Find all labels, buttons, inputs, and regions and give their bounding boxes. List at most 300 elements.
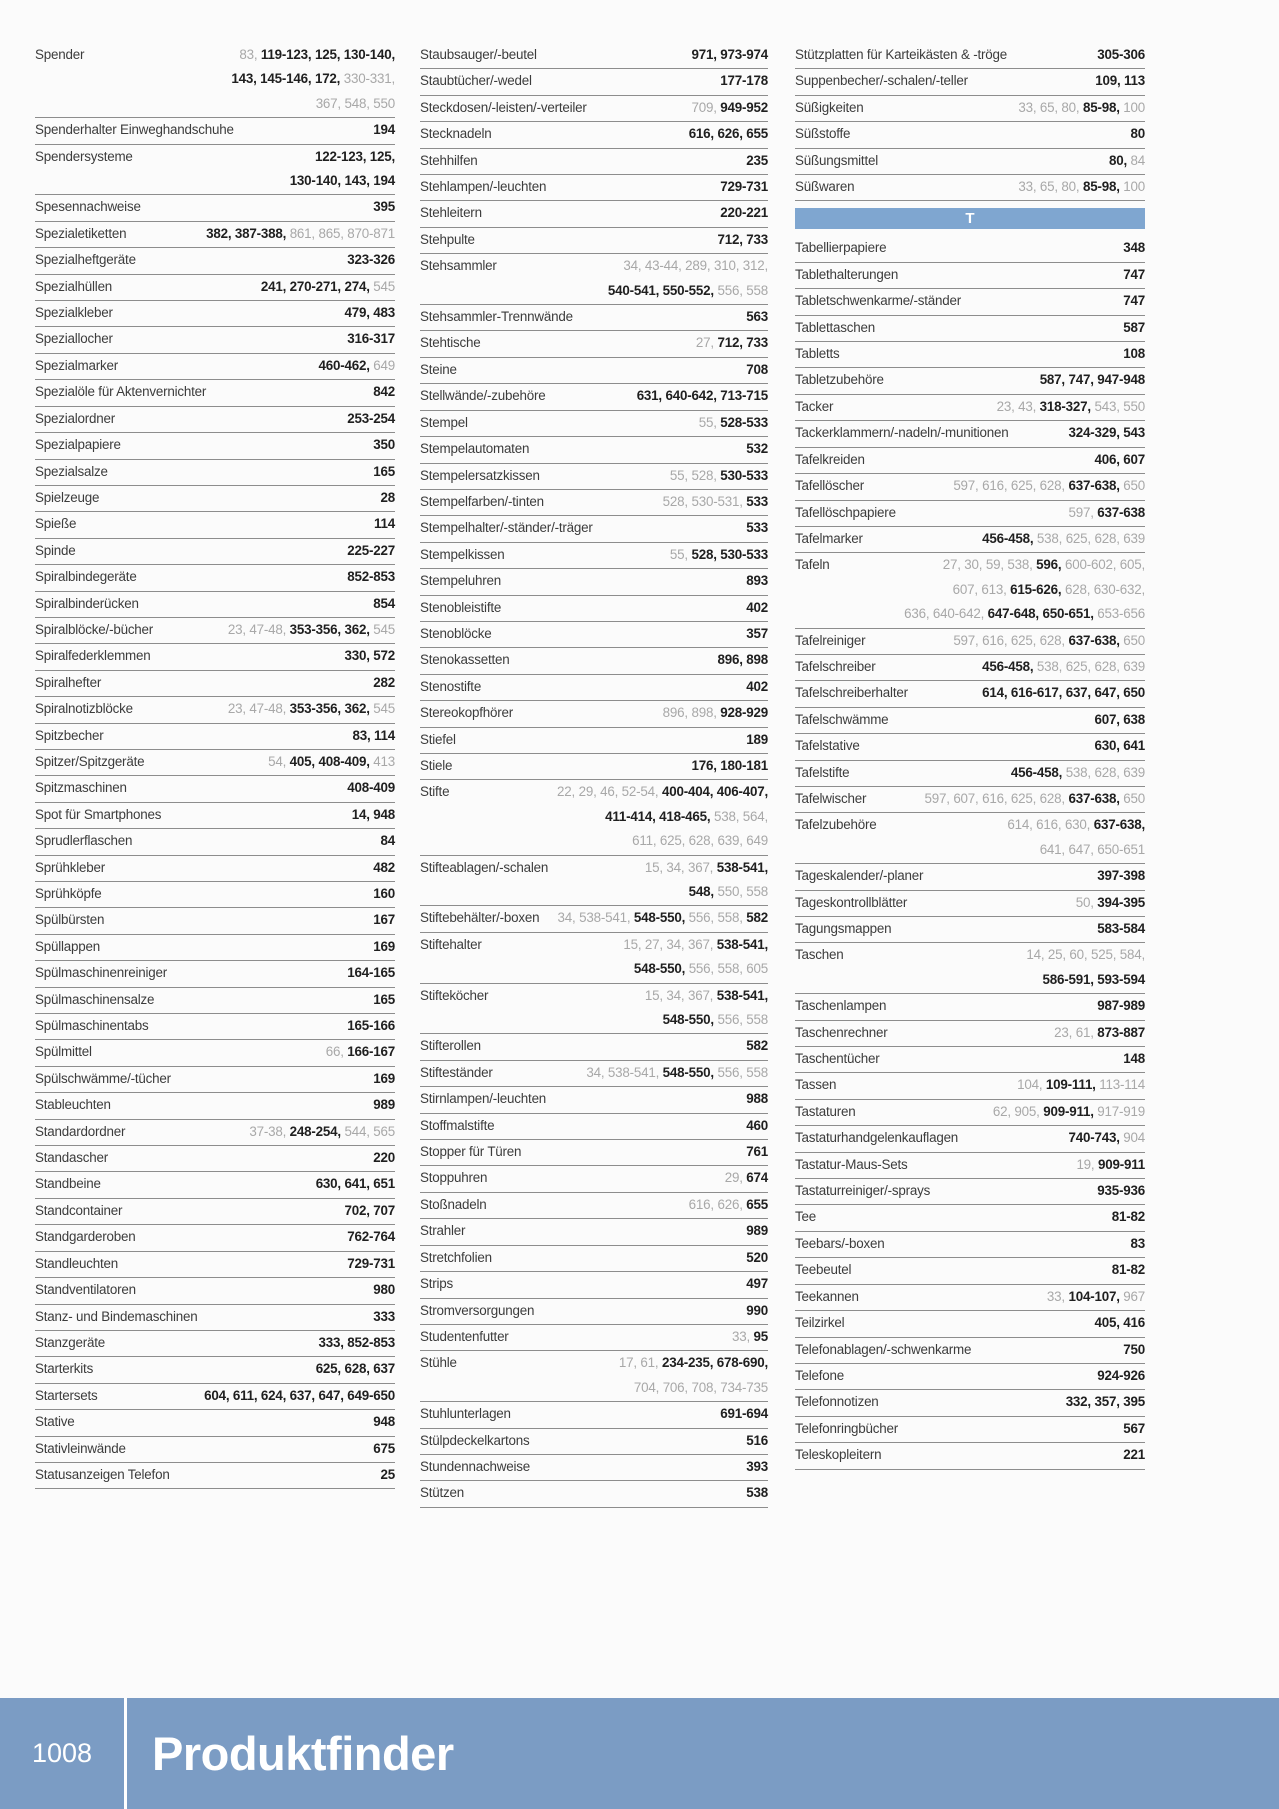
index-entry xyxy=(795,917,1145,943)
index-entry xyxy=(35,539,395,565)
entry-pages: 25 xyxy=(380,1466,395,1482)
entry-label: Taschenlampen xyxy=(795,998,887,1014)
entry-pages: 165-166 xyxy=(347,1018,395,1034)
index-entry xyxy=(795,1364,1145,1390)
index-entry xyxy=(795,1073,1145,1099)
entry-label: Spülmittel xyxy=(35,1044,92,1060)
entry-pages: 614, 616, 630, 637-638, 641, 647, 650-651 xyxy=(1007,817,1145,857)
entry-pages: 630, 641, 651 xyxy=(315,1176,395,1192)
entry-label: Tagungsmappen xyxy=(795,921,892,936)
index-entry xyxy=(795,734,1145,760)
index-entry xyxy=(795,1021,1145,1047)
index-entry xyxy=(420,1193,768,1219)
entry-label: Spiralbinderücken xyxy=(35,595,139,611)
entry-pages: 479, 483 xyxy=(344,305,395,321)
entry-pages: 987-989 xyxy=(1097,998,1145,1014)
section-header-T: T xyxy=(795,208,1145,229)
entry-label: Spieße xyxy=(35,516,77,532)
index-entry xyxy=(795,175,1145,201)
index-entry xyxy=(420,1272,768,1298)
entry-label: Spot für Smartphones xyxy=(35,806,162,822)
entry-pages: 282 xyxy=(373,674,395,690)
entry-pages: 563 xyxy=(746,309,768,325)
entry-pages: 988 xyxy=(746,1091,768,1107)
entry-label: Stifteständer xyxy=(420,1064,493,1080)
entry-label: Stiele xyxy=(420,757,453,773)
index-entry xyxy=(35,486,395,512)
entry-pages: 631, 640-642, 713-715 xyxy=(636,388,768,404)
entry-pages: 702, 707 xyxy=(344,1202,395,1218)
index-entry xyxy=(795,1126,1145,1152)
index-entry xyxy=(35,1252,395,1278)
entry-label: Standardordner xyxy=(35,1123,126,1139)
entry-label: Stromversorgungen xyxy=(420,1302,535,1318)
entry-label: Spendersysteme xyxy=(35,148,133,164)
entry-label: Spitzer/Spitzgeräte xyxy=(35,753,145,769)
entry-label: Stanz- und Bindemaschinen xyxy=(35,1308,198,1324)
index-entry xyxy=(35,1278,395,1304)
entry-pages: 66, 166-167 xyxy=(325,1044,395,1060)
entry-pages: 83, 119-123, 125, 130-140, 143, 145-146, 172, 330-331, 367, 548, 550 xyxy=(231,47,395,111)
index-entry xyxy=(35,618,395,644)
index-entry xyxy=(795,316,1145,342)
entry-label: Staubtücher/-wedel xyxy=(420,73,532,89)
index-entry xyxy=(795,474,1145,500)
index-entry xyxy=(35,988,395,1014)
entry-label: Spezialkleber xyxy=(35,305,113,321)
index-entry xyxy=(795,864,1145,890)
index-entry xyxy=(420,358,768,384)
index-entry xyxy=(420,1114,768,1140)
index-entry xyxy=(795,342,1145,368)
entry-label: Stifte xyxy=(420,784,450,800)
entry-pages: 81-82 xyxy=(1111,1262,1145,1278)
entry-pages: 305-306 xyxy=(1097,47,1145,62)
entry-pages: 80 xyxy=(1130,126,1145,142)
index-entry xyxy=(35,1463,395,1489)
index-entry xyxy=(795,943,1145,994)
entry-label: Süßigkeiten xyxy=(795,99,864,115)
entry-pages: 114 xyxy=(373,516,395,532)
index-entry xyxy=(795,1205,1145,1231)
index-entry xyxy=(420,305,768,331)
index-entry xyxy=(795,1179,1145,1205)
index-entry xyxy=(420,1299,768,1325)
index-entry xyxy=(420,1402,768,1428)
entry-label: Standgarderoben xyxy=(35,1229,136,1245)
entry-pages: 323-326 xyxy=(347,252,395,268)
entry-pages: 177-178 xyxy=(720,73,768,89)
index-entry xyxy=(35,407,395,433)
entry-label: Stoffmalstifte xyxy=(420,1117,495,1133)
entry-pages: 762-764 xyxy=(347,1229,395,1245)
index-entry xyxy=(795,787,1145,813)
index-entry xyxy=(420,1429,768,1455)
entry-pages: 33, 95 xyxy=(731,1328,768,1344)
entry-pages: 761 xyxy=(746,1144,768,1160)
index-entry xyxy=(35,803,395,829)
index-entry xyxy=(35,327,395,353)
entry-pages: 750 xyxy=(1123,1341,1145,1357)
entry-pages: 456-458, 538, 628, 639 xyxy=(1010,764,1145,780)
entry-pages: 23, 61, 873-887 xyxy=(1054,1024,1145,1040)
entry-label: Tafellöschpapiere xyxy=(795,504,896,520)
entry-pages: 220-221 xyxy=(720,205,768,221)
entry-label: Stifteablagen/-schalen xyxy=(420,859,549,875)
entry-pages: 169 xyxy=(373,938,395,954)
index-entry xyxy=(795,813,1145,864)
index-entry xyxy=(420,228,768,254)
entry-pages: 893 xyxy=(746,573,768,589)
index-entry xyxy=(35,275,395,301)
entry-label: Stiftebehälter/-boxen xyxy=(420,910,540,926)
entry-pages: 691-694 xyxy=(720,1406,768,1422)
entry-label: Stundennachweise xyxy=(420,1458,530,1474)
entry-label: Sprühköpfe xyxy=(35,886,102,901)
index-entry xyxy=(795,421,1145,447)
entry-pages: 616, 626, 655 xyxy=(688,1196,768,1212)
entry-pages: 989 xyxy=(746,1223,768,1239)
entry-pages: 160 xyxy=(373,886,395,901)
index-entry xyxy=(420,1246,768,1272)
index-entry xyxy=(795,69,1145,95)
entry-pages: 29, 674 xyxy=(724,1170,768,1186)
entry-label: Spezialmarker xyxy=(35,357,118,373)
entry-label: Sprudlerflaschen xyxy=(35,833,133,849)
entry-pages: 108 xyxy=(1123,346,1145,362)
index-entry xyxy=(795,1258,1145,1284)
index-entry xyxy=(420,1481,768,1507)
entry-pages: 316-317 xyxy=(347,331,395,347)
index-entry xyxy=(35,433,395,459)
entry-pages: 324-329, 543 xyxy=(1068,425,1145,441)
index-entry xyxy=(420,331,768,357)
entry-pages: 482 xyxy=(373,859,395,875)
entry-pages: 597, 607, 616, 625, 628, 637-638, 650 xyxy=(924,790,1145,806)
entry-label: Spezialhüllen xyxy=(35,278,113,294)
entry-label: Stempelfarben/-tinten xyxy=(420,493,544,509)
entry-pages: 54, 405, 408-409, 413 xyxy=(268,753,395,769)
entry-pages: 176, 180-181 xyxy=(691,757,768,773)
entry-label: Stempelkissen xyxy=(420,546,505,562)
index-entry xyxy=(420,1325,768,1351)
entry-pages: 55, 528, 530-533 xyxy=(669,546,768,562)
entry-label: Suppenbecher/-schalen/-teller xyxy=(795,73,968,89)
entry-pages: 17, 61, 234-235, 678-690, 704, 706, 708, 734-735 xyxy=(618,1355,768,1395)
entry-label: Stifterollen xyxy=(420,1038,481,1054)
entry-pages: 55, 528, 530-533 xyxy=(669,467,768,483)
entry-pages: 616, 626, 655 xyxy=(688,126,768,142)
entry-label: Stoßnadeln xyxy=(420,1196,487,1212)
entry-label: Stempeluhren xyxy=(420,573,501,589)
entry-pages: 538 xyxy=(746,1485,768,1501)
entry-pages: 747 xyxy=(1123,266,1145,282)
entry-pages: 34, 43-44, 289, 310, 312, 540-541, 550-552, 556, 558 xyxy=(607,258,768,298)
entry-label: Spitzbecher xyxy=(35,727,104,743)
index-entry xyxy=(35,1040,395,1066)
entry-label: Stempelersatzkissen xyxy=(420,467,540,483)
entry-label: Spülbürsten xyxy=(35,912,105,928)
index-entry xyxy=(35,222,395,248)
index-entry xyxy=(420,384,768,410)
entry-label: Tabletschwenkarme/-ständer xyxy=(795,293,961,309)
entry-label: Spezialpapiere xyxy=(35,437,121,453)
index-entry xyxy=(420,906,768,932)
entry-label: Süßungsmittel xyxy=(795,152,878,168)
entry-pages: 350 xyxy=(373,437,395,453)
entry-pages: 357 xyxy=(746,625,768,641)
entry-pages: 597, 637-638 xyxy=(1068,504,1145,520)
entry-label: Speziallocher xyxy=(35,331,113,347)
entry-label: Tastatur-Maus-Sets xyxy=(795,1156,908,1172)
entry-label: Tabletts xyxy=(795,346,840,362)
index-entry xyxy=(420,1455,768,1481)
entry-label: Stenokassetten xyxy=(420,652,510,668)
entry-pages: 148 xyxy=(1123,1051,1145,1067)
entry-pages: 520 xyxy=(746,1249,768,1265)
entry-label: Stehtische xyxy=(420,335,481,351)
entry-label: Studentenfutter xyxy=(420,1328,509,1344)
entry-pages: 15, 27, 34, 367, 538-541, 548-550, 556, 558, 605 xyxy=(623,936,768,977)
entry-pages: 597, 616, 625, 628, 637-638, 650 xyxy=(953,632,1145,648)
entry-pages: 28 xyxy=(380,489,395,505)
entry-label: Stenoblöcke xyxy=(420,625,492,641)
entry-pages: 729-731 xyxy=(720,179,768,195)
entry-label: Tageskontrollblätter xyxy=(795,894,908,910)
entry-pages: 348 xyxy=(1123,240,1145,256)
index-entry xyxy=(795,761,1145,787)
index-entry xyxy=(420,648,768,674)
index-entry xyxy=(35,829,395,855)
entry-label: Spülmaschinensalze xyxy=(35,991,155,1007)
index-entry xyxy=(420,516,768,542)
entry-label: Stopper für Türen xyxy=(420,1144,522,1160)
entry-pages: 33, 65, 80, 85-98, 100 xyxy=(1018,99,1145,115)
entry-pages: 935-936 xyxy=(1097,1183,1145,1199)
entry-pages: 14, 25, 60, 525, 584, 586-591, 593-594 xyxy=(1026,947,1145,987)
entry-label: Stoppuhren xyxy=(420,1170,488,1186)
entry-pages: 397-398 xyxy=(1097,868,1145,884)
entry-label: Spielzeuge xyxy=(35,489,100,505)
entry-pages: 980 xyxy=(373,1282,395,1298)
index-entry xyxy=(795,1311,1145,1337)
entry-label: Spezialheftgeräte xyxy=(35,252,136,268)
entry-label: Teebars/-boxen xyxy=(795,1235,885,1251)
index-entry xyxy=(35,750,395,776)
index-entry xyxy=(35,592,395,618)
entry-pages: 81-82 xyxy=(1111,1209,1145,1225)
entry-pages: 109, 113 xyxy=(1095,73,1145,89)
entry-pages: 220 xyxy=(373,1150,395,1166)
entry-label: Stative xyxy=(35,1414,75,1430)
entry-label: Stempelhalter/-ständer/-träger xyxy=(420,520,593,536)
entry-pages: 122-123, 125, 130-140, 143, 194 xyxy=(289,148,395,189)
entry-label: Stifteköcher xyxy=(420,987,489,1003)
entry-label: Steckdosen/-leisten/-verteiler xyxy=(420,99,587,115)
index-entry xyxy=(35,776,395,802)
index-entry xyxy=(35,856,395,882)
entry-pages: 33, 104-107, 967 xyxy=(1046,1288,1145,1304)
entry-label: Spender xyxy=(35,47,85,62)
entry-label: Spezialetiketten xyxy=(35,225,127,241)
entry-pages: 402 xyxy=(746,678,768,694)
entry-pages: 241, 270-271, 274, 545 xyxy=(260,278,395,294)
entry-label: Stützen xyxy=(420,1485,465,1501)
entry-pages: 19, 909-911 xyxy=(1076,1156,1145,1172)
entry-label: Sprühkleber xyxy=(35,859,106,875)
index-entry xyxy=(35,1014,395,1040)
entry-label: Teilzirkel xyxy=(795,1315,845,1331)
entry-label: Tablethalterungen xyxy=(795,266,899,282)
entry-label: Teekannen xyxy=(795,1288,859,1304)
entry-label: Tafellöscher xyxy=(795,478,865,494)
entry-pages: 989 xyxy=(373,1097,395,1113)
entry-pages: 625, 628, 637 xyxy=(315,1361,395,1377)
entry-pages: 852-853 xyxy=(347,569,395,585)
index-entry xyxy=(35,1331,395,1357)
index-entry xyxy=(35,1120,395,1146)
entry-label: Stereokopfhörer xyxy=(420,705,514,721)
entry-label: Spezialsalze xyxy=(35,463,108,479)
index-entry xyxy=(420,856,768,907)
index-entry xyxy=(420,254,768,305)
entry-pages: 333 xyxy=(373,1308,395,1324)
entry-label: Stempelautomaten xyxy=(420,441,530,457)
entry-label: Stühle xyxy=(420,1355,457,1371)
index-entry xyxy=(35,1305,395,1331)
entry-pages: 604, 611, 624, 637, 647, 649-650 xyxy=(204,1387,395,1403)
index-entry xyxy=(420,149,768,175)
index-entry xyxy=(35,1410,395,1436)
index-entry xyxy=(35,644,395,670)
index-entry xyxy=(795,1153,1145,1179)
entry-pages: 34, 538-541, 548-550, 556, 558 xyxy=(586,1064,768,1080)
index-entry xyxy=(420,96,768,122)
entry-label: Spezialöle für Aktenvernichter xyxy=(35,384,207,400)
entry-pages: 165 xyxy=(373,463,395,479)
entry-label: Spezialordner xyxy=(35,410,116,426)
entry-label: Tafeln xyxy=(795,557,830,573)
index-entry xyxy=(420,175,768,201)
index-entry xyxy=(420,1034,768,1060)
entry-label: Stehsammler-Trennwände xyxy=(420,309,573,325)
index-entry xyxy=(795,1100,1145,1126)
entry-pages: 221 xyxy=(1123,1447,1145,1463)
index-entry xyxy=(420,754,768,780)
entry-label: Telefonnotizen xyxy=(795,1394,879,1410)
entry-pages: 842 xyxy=(373,384,395,400)
entry-label: Taschen xyxy=(795,947,844,963)
entry-pages: 587, 747, 947-948 xyxy=(1039,372,1145,388)
index-entry xyxy=(795,263,1145,289)
entry-pages: 607, 638 xyxy=(1094,711,1145,727)
entry-pages: 23, 47-48, 353-356, 362, 545 xyxy=(227,701,395,717)
entry-pages: 27, 712, 733 xyxy=(695,335,768,351)
entry-pages: 532 xyxy=(746,441,768,457)
entry-label: Stempel xyxy=(420,414,468,430)
index-entry xyxy=(35,1437,395,1463)
entry-pages: 330, 572 xyxy=(344,648,395,664)
entry-label: Strahler xyxy=(420,1223,466,1239)
index-entry xyxy=(420,411,768,437)
index-entry xyxy=(420,543,768,569)
index-entry xyxy=(795,1390,1145,1416)
index-entry xyxy=(795,149,1145,175)
entry-pages: 23, 43, 318-327, 543, 550 xyxy=(996,398,1145,414)
entry-pages: 709, 949-952 xyxy=(691,99,768,115)
entry-pages: 169 xyxy=(373,1070,395,1086)
entry-label: Tacker xyxy=(795,398,834,414)
entry-pages: 164-165 xyxy=(347,965,395,981)
entry-pages: 567 xyxy=(1123,1420,1145,1436)
entry-pages: 23, 47-48, 353-356, 362, 545 xyxy=(227,621,395,637)
entry-pages: 189 xyxy=(746,731,768,747)
entry-label: Stiftehalter xyxy=(420,936,482,952)
entry-label: Stenostifte xyxy=(420,678,482,694)
entry-pages: 675 xyxy=(373,1440,395,1456)
entry-pages: 225-227 xyxy=(347,542,395,558)
entry-pages: 924-926 xyxy=(1097,1367,1145,1383)
index-entry xyxy=(420,728,768,754)
entry-label: Stableuchten xyxy=(35,1097,111,1113)
entry-label: Statusanzeigen Telefon xyxy=(35,1466,170,1482)
entry-label: Telefonablagen/-schwenkarme xyxy=(795,1341,972,1357)
entry-label: Stativleinwände xyxy=(35,1440,126,1456)
index-entry xyxy=(35,1199,395,1225)
entry-pages: 456-458, 538, 625, 628, 639 xyxy=(982,530,1145,546)
entry-pages: 854 xyxy=(373,595,395,611)
index-entry xyxy=(420,984,768,1035)
index-entry xyxy=(420,1061,768,1087)
index-entry xyxy=(420,122,768,148)
index-entry xyxy=(795,395,1145,421)
entry-pages: 37-38, 248-254, 544, 565 xyxy=(249,1123,395,1139)
entry-pages: 22, 29, 46, 52-54, 400-404, 406-407, 411-414, 418-465, 538, 564, 611, 625, 628, 639, 649 xyxy=(557,784,768,849)
entry-label: Spiralbindegeräte xyxy=(35,569,137,585)
entry-label: Stiefel xyxy=(420,731,456,747)
entry-label: Startersets xyxy=(35,1387,98,1403)
entry-pages: 62, 905, 909-911, 917-919 xyxy=(992,1103,1145,1119)
entry-pages: 460-462, 649 xyxy=(318,357,395,373)
entry-label: Stehleitern xyxy=(420,205,482,221)
entry-label: Spenderhalter Einweghandschuhe xyxy=(35,122,234,138)
entry-label: Stehpulte xyxy=(420,231,475,247)
index-entry xyxy=(420,933,768,984)
footer-bar xyxy=(0,1698,1279,1809)
entry-pages: 630, 641 xyxy=(1094,738,1145,754)
entry-pages: 15, 34, 367, 538-541, 548, 550, 558 xyxy=(644,859,768,899)
index-entry xyxy=(420,1351,768,1402)
entry-pages: 167 xyxy=(373,912,395,928)
entry-pages: 393 xyxy=(746,1458,768,1474)
entry-pages: 406, 607 xyxy=(1094,451,1145,467)
index-entry xyxy=(35,248,395,274)
entry-pages: 83, 114 xyxy=(352,727,395,743)
entry-pages: 333, 852-853 xyxy=(318,1334,395,1350)
index-entry xyxy=(35,301,395,327)
index-entry xyxy=(420,69,768,95)
entry-pages: 382, 387-388, 861, 865, 870-871 xyxy=(206,225,395,241)
entry-pages: 582 xyxy=(746,1038,768,1054)
index-entry xyxy=(420,490,768,516)
entry-pages: 948 xyxy=(373,1414,395,1430)
index-entry xyxy=(795,43,1145,69)
entry-pages: 405, 416 xyxy=(1094,1315,1145,1331)
index-entry xyxy=(35,1146,395,1172)
index-entry xyxy=(35,882,395,908)
entry-pages: 896, 898, 928-929 xyxy=(662,705,768,721)
index-column-3 xyxy=(795,43,1145,1470)
